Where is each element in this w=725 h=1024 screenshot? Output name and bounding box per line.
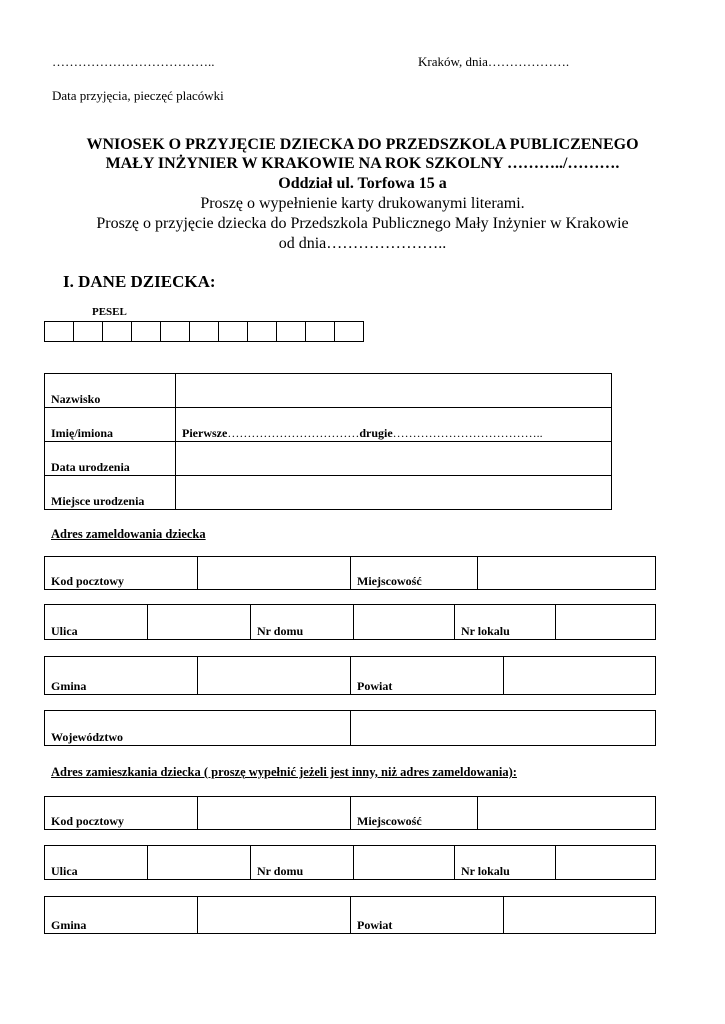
surname-field[interactable] [176, 374, 612, 408]
res-commune-field[interactable] [198, 897, 351, 934]
reg-flat-no-label: Nr lokalu [455, 605, 556, 640]
title-line-2: MAŁY INŻYNIER W KRAKOWIE NA ROK SZKOLNY ………../………. [105, 155, 620, 172]
first-name-label: Pierwsze [182, 426, 228, 440]
reg-commune-row [44, 656, 656, 695]
names-label: Imię/imiona [45, 408, 176, 442]
res-commune-row [44, 896, 656, 934]
first-name-dots: …………………………… [227, 426, 360, 440]
from-date-line: od dnia………………….. [278, 235, 447, 252]
reg-commune-field[interactable] [198, 657, 351, 695]
res-street-label: Ulica [45, 846, 148, 880]
reg-street-label: Ulica [45, 605, 148, 640]
request-line: Proszę o przyjęcie dziecka do Przedszkola Publicznego Mały Inżynier w Krakowie [96, 215, 629, 232]
reg-town-label: Miejscowość [351, 557, 478, 590]
child-data-table [44, 373, 612, 510]
res-street-field[interactable] [148, 846, 251, 880]
reg-street-field[interactable] [148, 605, 251, 640]
pesel-digit[interactable] [74, 322, 103, 342]
pesel-digit[interactable] [219, 322, 248, 342]
registered-address-heading: Adres zameldowania dziecka [51, 527, 206, 541]
birth-place-field[interactable] [176, 476, 612, 510]
res-town-field[interactable] [478, 797, 656, 830]
pesel-digit[interactable] [335, 322, 364, 342]
pesel-digit[interactable] [306, 322, 335, 342]
reg-voivodeship-label: Województwo [45, 711, 351, 746]
reg-postal-code-label: Kod pocztowy [45, 557, 198, 590]
section-heading-child-data: I. DANE DZIECKA: [63, 272, 216, 291]
res-house-no-label: Nr domu [251, 846, 354, 880]
res-commune-label: Gmina [45, 897, 198, 934]
stamp-caption: Data przyjęcia, pieczęć placówki [52, 88, 224, 103]
second-name-label: drugie [359, 426, 393, 440]
res-county-field[interactable] [504, 897, 656, 934]
reg-county-label: Powiat [351, 657, 504, 695]
reg-street-row [44, 604, 656, 640]
res-house-no-field[interactable] [354, 846, 455, 880]
reg-house-no-label: Nr domu [251, 605, 354, 640]
reg-postal-row [44, 556, 656, 590]
res-postal-code-field[interactable] [198, 797, 351, 830]
pesel-digit[interactable] [248, 322, 277, 342]
reg-postal-code-field[interactable] [198, 557, 351, 590]
title-line-1: WNIOSEK O PRZYJĘCIE DZIECKA DO PRZEDSZKOLA PUBLICZENEGO [86, 136, 639, 153]
res-postal-row [44, 796, 656, 830]
res-county-label: Powiat [351, 897, 504, 934]
birth-date-field[interactable] [176, 442, 612, 476]
city-date: Kraków, dnia………………. [418, 54, 570, 69]
res-flat-no-field[interactable] [556, 846, 656, 880]
res-postal-code-label: Kod pocztowy [45, 797, 198, 830]
title-line-3: Oddział ul. Torfowa 15 a [278, 175, 447, 192]
pesel-grid[interactable] [44, 321, 364, 342]
pesel-digit[interactable] [277, 322, 306, 342]
surname-label: Nazwisko [45, 374, 176, 408]
res-street-row [44, 845, 656, 880]
residence-address-heading: Adres zamieszkania dziecka ( proszę wypełnić jeżeli jest inny, niż adres zameldowania): [51, 765, 517, 779]
second-name-dots: ……………………………….. [392, 426, 543, 440]
birth-place-label: Miejsce urodzenia [45, 476, 176, 510]
res-town-label: Miejscowość [351, 797, 478, 830]
pesel-digit[interactable] [103, 322, 132, 342]
reg-voivodeship-field[interactable] [351, 711, 656, 746]
pesel-digit[interactable] [161, 322, 190, 342]
pesel-digit[interactable] [190, 322, 219, 342]
birth-date-label: Data urodzenia [45, 442, 176, 476]
res-flat-no-label: Nr lokalu [455, 846, 556, 880]
reg-town-field[interactable] [478, 557, 656, 590]
reg-house-no-field[interactable] [354, 605, 455, 640]
pesel-label: PESEL [92, 306, 127, 318]
names-field[interactable] [176, 408, 612, 442]
reg-commune-label: Gmina [45, 657, 198, 695]
pesel-digit[interactable] [45, 322, 74, 342]
reg-flat-no-field[interactable] [556, 605, 656, 640]
reg-county-field[interactable] [504, 657, 656, 695]
instruction-line: Proszę o wypełnienie karty drukowanymi literami. [200, 195, 525, 212]
stamp-line: ……………………………….. [52, 54, 215, 69]
pesel-digit[interactable] [132, 322, 161, 342]
reg-voivodeship-row [44, 710, 656, 746]
